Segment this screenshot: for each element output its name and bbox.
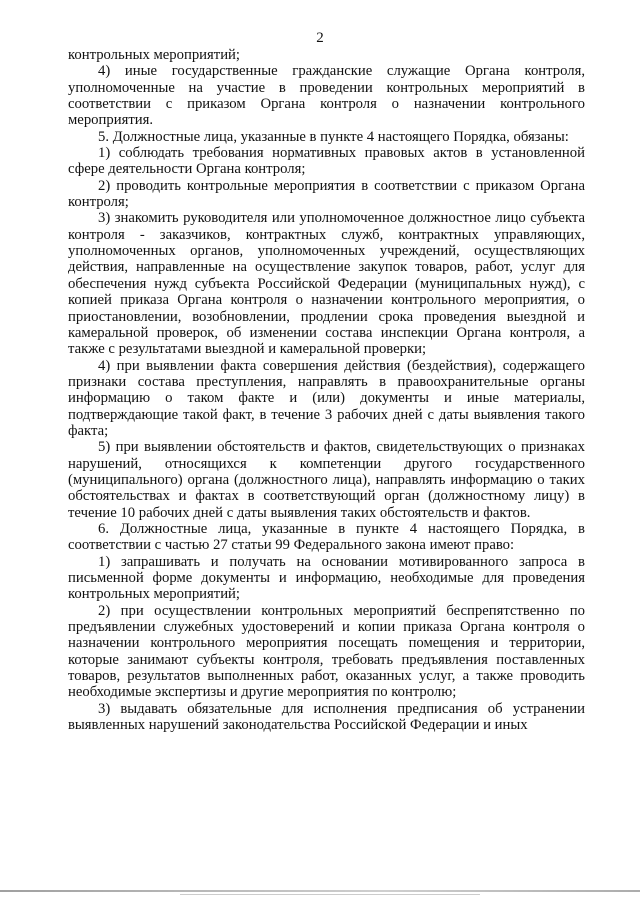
paragraph: контрольных мероприятий;: [68, 47, 240, 63]
paragraph: 5) при выявлении обстоятельств и фактов, свидетельствующих о признаках нарушений, относящихся к компетенции другого государственного (муниципального) органа (должностного лица), направлять информацию о таких обстоятельствах и фактах в соответствующий орган (должностному лицу) в течение 10 рабочих дней с даты выявления таких обстоятельств и фактов.: [68, 439, 585, 521]
paragraph: 1) запрашивать и получать на основании мотивированного запроса в письменной форме документы и информацию, необходимые для проведения контрольных мероприятий;: [68, 553, 585, 603]
scan-edge-line: [0, 890, 640, 892]
paragraph: 3) выдавать обязательные для исполнения предписания об устранении выявленных нарушений законодательства Российской Федерации и иных: [68, 700, 585, 734]
paragraph: 4) при выявлении факта совершения действия (бездействия), содержащего признаки состава преступления, направлять в правоохранительные органы информацию о таком факте и (или) документы и иные материалы, подтверждающие такой факт, в течение 3 рабочих дней с даты выявления такого факта;: [68, 357, 585, 439]
paragraph: 5. Должностные лица, указанные в пункте 4 настоящего Порядка, обязаны:: [98, 128, 569, 145]
paragraph: 6. Должностные лица, указанные в пункте 4 настоящего Порядка, в соответствии с частью 27 статьи 99 Федерального закона имеют право:: [68, 520, 585, 554]
paragraph: 3) знакомить руководителя или уполномоченное должностное лицо субъекта контроля - заказчиков, контрактных служб, контрактных управляющих, уполномоченных органов, уполномоченных учреждений, осуществляющих действия, направленные на осуществление закупок товаров, работ, услуг для обеспечения нужд субъекта Российской Федерации (муниципальных нужд), с копией приказа Органа контроля о назначении контрольного мероприятия, о приостановлении, возобновлении, продлении срока проведения выездной и камеральной проверок, об изменении состава инспекции Органа контроля, а также с результатами выездной и камеральной проверки;: [68, 210, 585, 358]
document-body: [68, 47, 585, 733]
paragraph: 2) при осуществлении контрольных мероприятий беспрепятственно по предъявлении служебных удостоверений и копии приказа Органа контроля о назначении контрольного мероприятия посещать помещения и территории, которые занимают субъекты контроля, требовать предъявления поставленных товаров, результатов выполненных работ, оказанных услуг, а также проводить необходимые экспертизы и другие мероприятия по контролю;: [68, 602, 585, 701]
scan-edge-line: [180, 894, 480, 895]
paragraph: 4) иные государственные гражданские служащие Органа контроля, уполномоченные на участие в проведении контрольных мероприятий в соответствии с приказом Органа контроля о назначении контрольного мероприятия.: [68, 63, 585, 129]
paragraph: 1) соблюдать требования нормативных правовых актов в установленной сфере деятельности Органа контроля;: [68, 145, 585, 178]
page-number: 2: [316, 30, 324, 46]
paragraph: 2) проводить контрольные мероприятия в соответствии с приказом Органа контроля;: [68, 177, 585, 211]
